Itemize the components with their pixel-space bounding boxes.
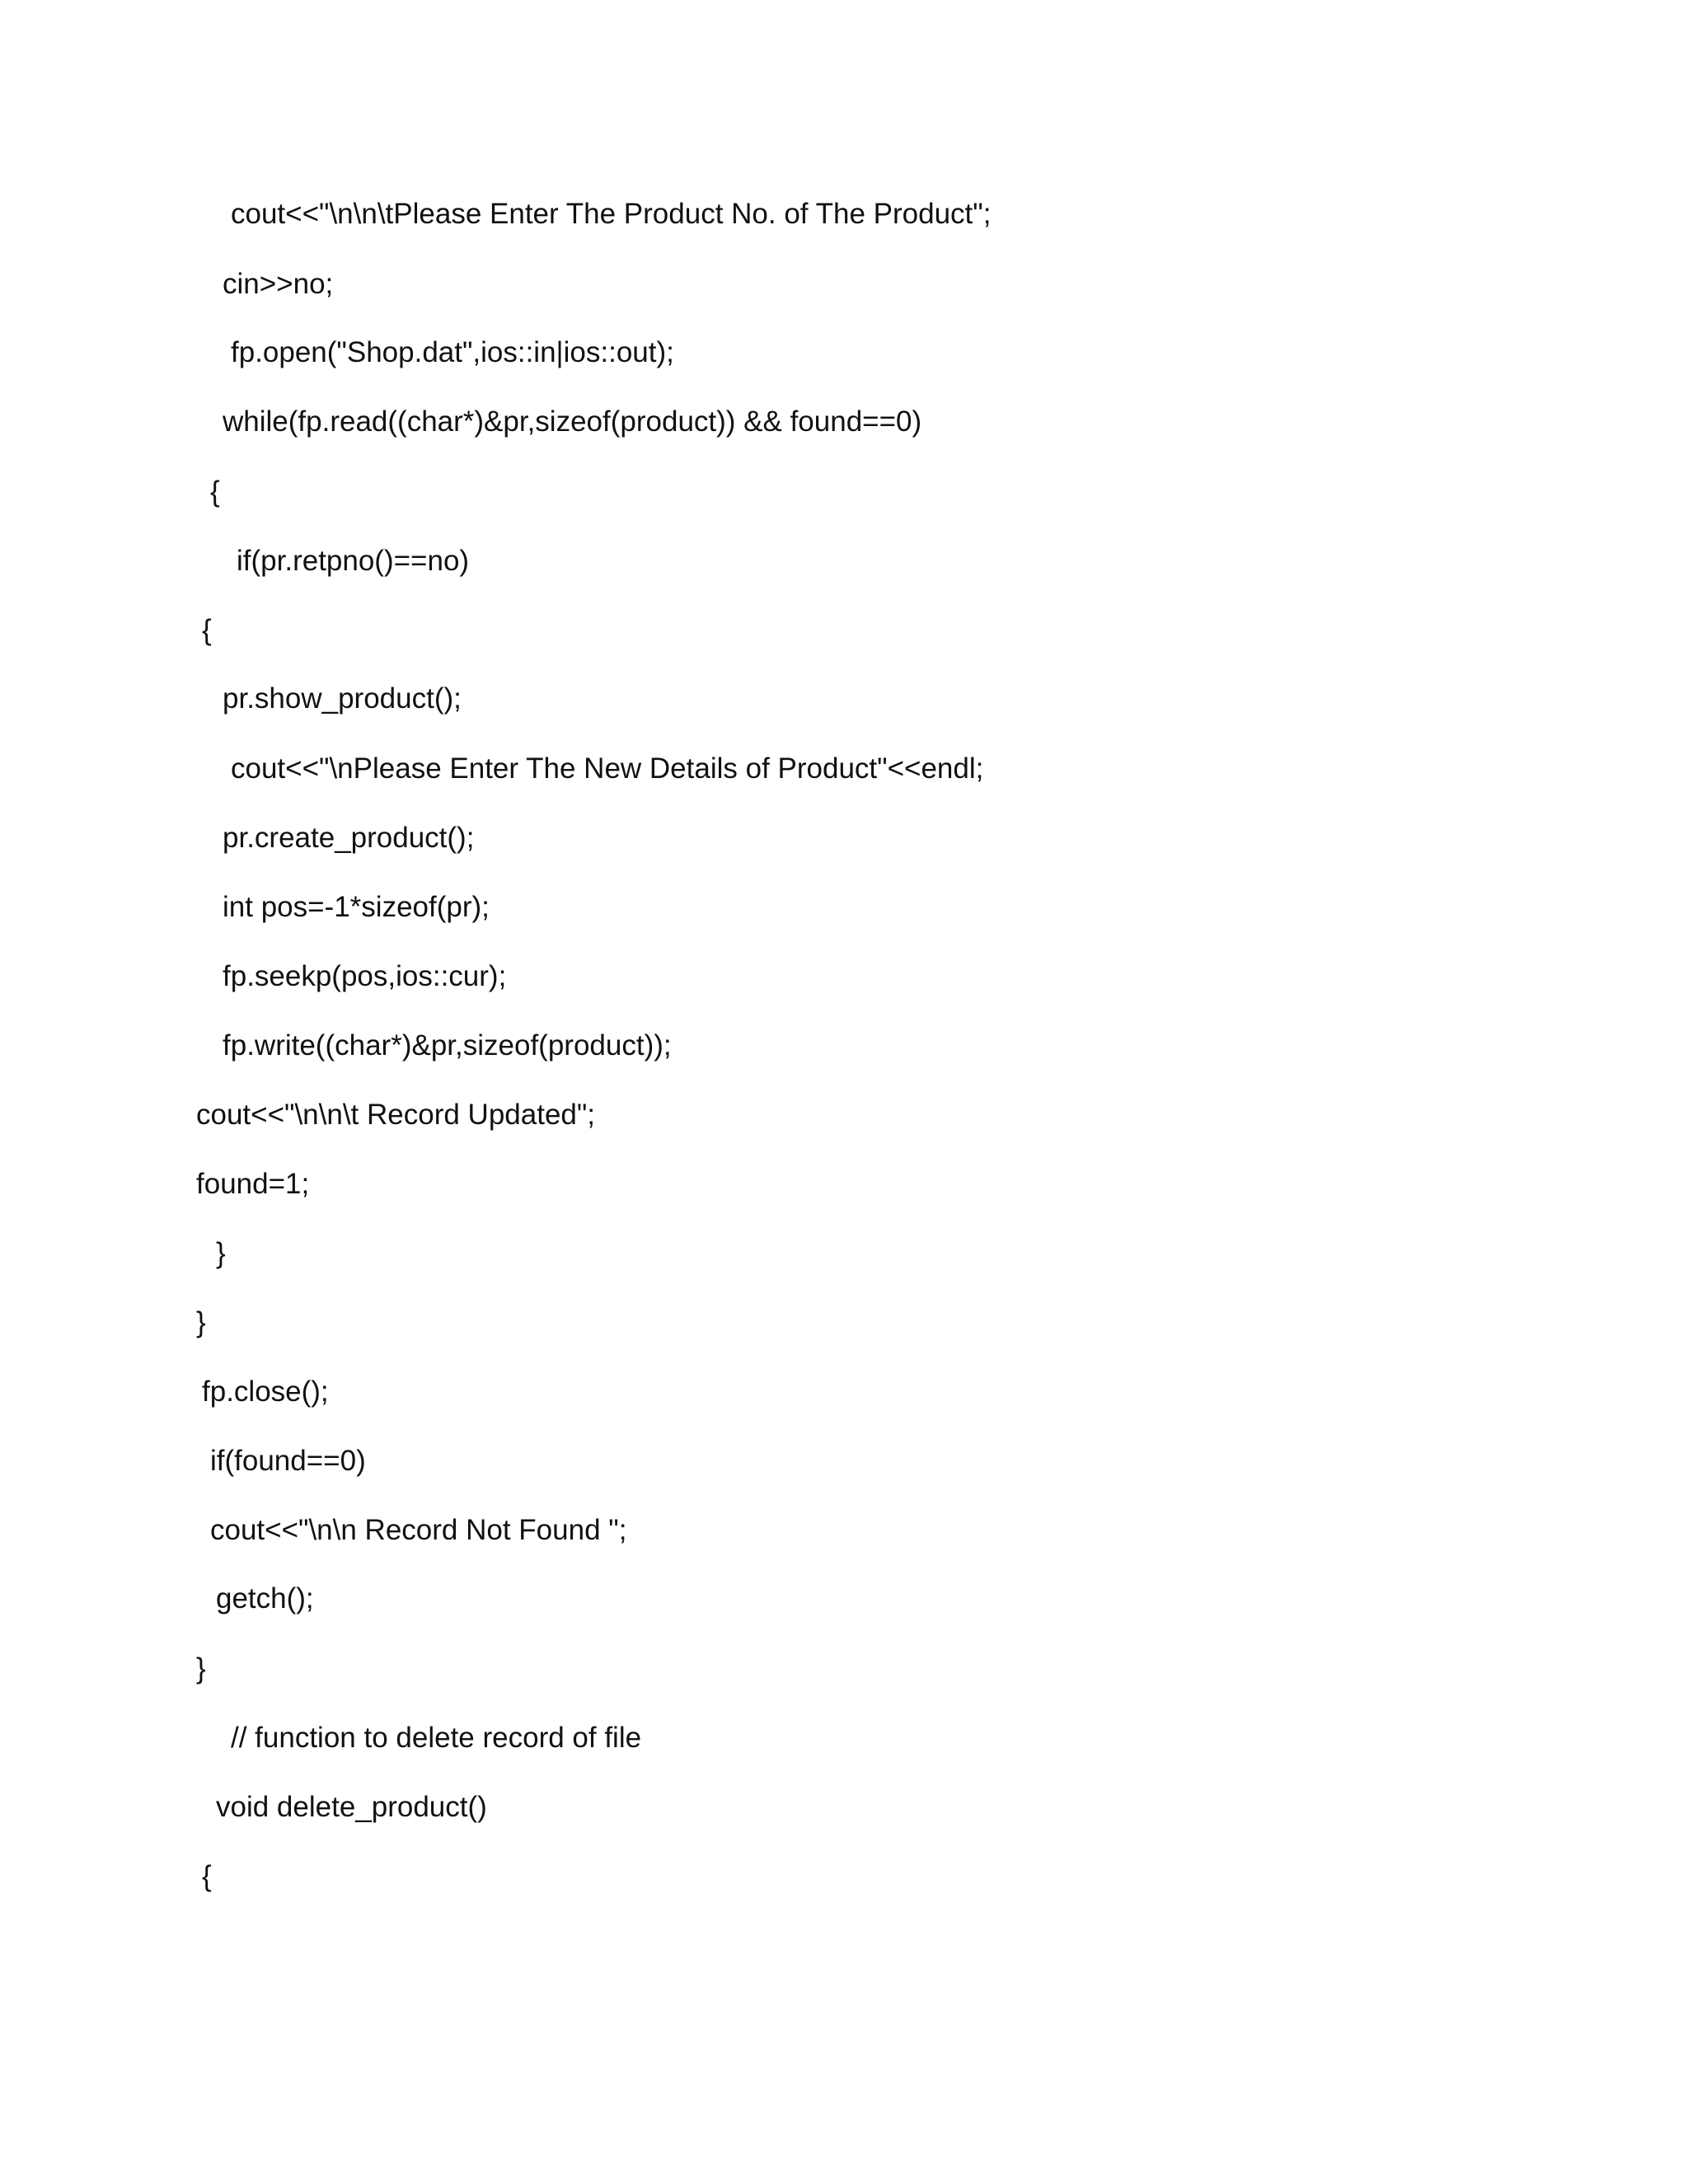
code-line: { <box>210 476 220 508</box>
code-line: fp.seekp(pos,ios::cur); <box>223 960 507 992</box>
code-line: found=1; <box>196 1168 310 1200</box>
code-line: int pos=-1*sizeof(pr); <box>223 891 490 923</box>
code-line: while(fp.read((char*)&pr,sizeof(product)) && found==0) <box>223 405 922 438</box>
code-line: } <box>196 1306 206 1338</box>
code-line: } <box>216 1237 226 1269</box>
code-line: cin>>no; <box>223 268 334 300</box>
code-line: cout<<"\nPlease Enter The New Details of Product"<<endl; <box>231 752 984 785</box>
code-line: getch(); <box>216 1582 314 1615</box>
code-line: { <box>202 1860 212 1892</box>
code-line: } <box>196 1652 206 1685</box>
code-line: fp.close(); <box>202 1376 329 1408</box>
code-line: fp.write((char*)&pr,sizeof(product)); <box>223 1029 672 1062</box>
code-line: // function to delete record of file <box>231 1722 642 1754</box>
code-line: if(pr.retpno()==no) <box>237 545 470 577</box>
code-line: if(found==0) <box>210 1445 366 1477</box>
code-line: void delete_product() <box>216 1791 487 1823</box>
code-line: pr.show_product(); <box>223 682 462 715</box>
code-line: cout<<"\n\n Record Not Found "; <box>210 1514 627 1546</box>
code-line: { <box>202 614 212 646</box>
code-line: cout<<"\n\n\t Record Updated"; <box>196 1099 596 1131</box>
code-line: cout<<"\n\n\tPlease Enter The Product No. of The Product"; <box>231 198 992 230</box>
code-line: pr.create_product(); <box>223 822 475 854</box>
code-line: fp.open("Shop.dat",ios::in|ios::out); <box>231 336 674 368</box>
